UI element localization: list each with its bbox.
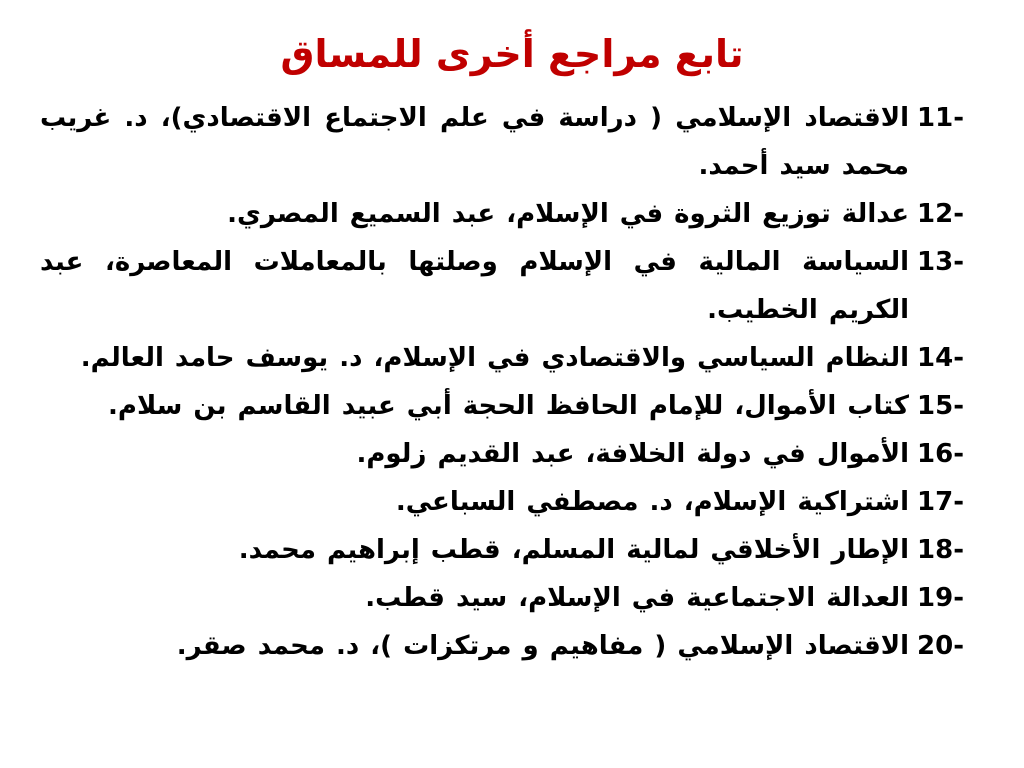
reference-text: اشتراكية الإسلام، د. مصطفي السباعي. (395, 487, 910, 517)
reference-number: 20- (917, 631, 964, 661)
reference-number: 11- (917, 103, 964, 133)
reference-text: الإطار الأخلاقي لمالية المسلم، قطب إبراهيم محمد. (238, 535, 910, 565)
reference-item-14 (40, 334, 964, 382)
reference-item-12 (40, 190, 964, 238)
reference-text: النظام السياسي والاقتصادي في الإسلام، د. يوسف حامد العالم. (80, 343, 910, 373)
reference-item-20 (40, 622, 964, 670)
reference-number: 18- (917, 535, 964, 565)
reference-list (40, 94, 964, 670)
reference-text: الاقتصاد الإسلامي ( مفاهيم و مرتكزات )، د. محمد صقر. (176, 631, 910, 661)
reference-text: عدالة توزيع الثروة في الإسلام، عبد السميع المصري. (227, 199, 910, 229)
reference-item-17 (40, 478, 964, 526)
reference-number: 19- (917, 583, 964, 613)
reference-text: الأموال في دولة الخلافة، عبد القديم زلوم. (356, 439, 910, 469)
reference-item-11 (40, 94, 964, 190)
reference-item-13 (40, 238, 964, 334)
reference-text: كتاب الأموال، للإمام الحافظ الحجة أبي عبيد القاسم بن سلام. (108, 391, 910, 421)
reference-number: 13- (917, 247, 964, 277)
reference-text: الاقتصاد الإسلامي ( دراسة في علم الاجتماع الاقتصادي)، د. غريب محمد سيد أحمد. (40, 103, 910, 181)
reference-number: 16- (917, 439, 964, 469)
reference-number: 17- (917, 487, 964, 517)
reference-number: 15- (917, 391, 964, 421)
reference-number: 14- (917, 343, 964, 373)
reference-item-18 (40, 526, 964, 574)
slide-title: تابع مراجع أخرى للمساق (280, 32, 744, 76)
reference-item-19 (40, 574, 964, 622)
reference-text: السياسة المالية في الإسلام وصلتها بالمعاملات المعاصرة، عبد الكريم الخطيب. (40, 247, 910, 325)
reference-item-15 (40, 382, 964, 430)
reference-text: العدالة الاجتماعية في الإسلام، سيد قطب. (365, 583, 910, 613)
reference-item-16 (40, 430, 964, 478)
reference-number: 12- (917, 199, 964, 229)
